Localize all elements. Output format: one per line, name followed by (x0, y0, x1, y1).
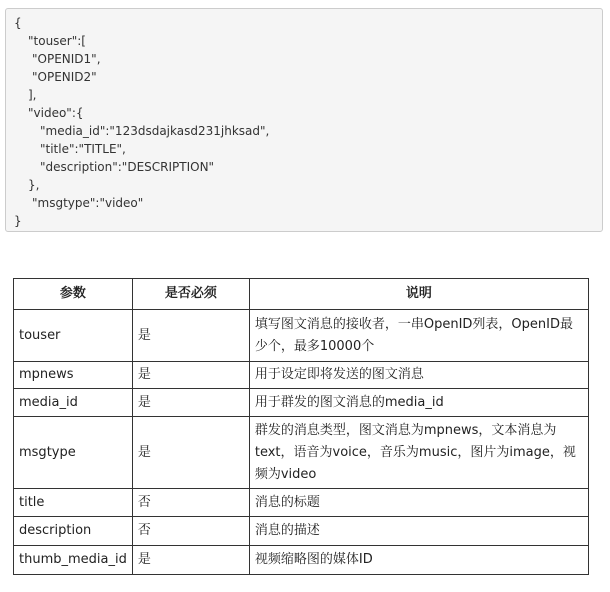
description-cell: 群发的消息类型，图文消息为mpnews，文本消息为text，语音为voice，音乐为music，图片为image，视频为video (249, 417, 588, 489)
description-cell: 消息的标题 (249, 489, 588, 517)
code-line: } (14, 214, 22, 228)
required-cell: 是 (132, 310, 249, 362)
param-cell: thumb_media_id (14, 546, 133, 575)
table-row (14, 362, 589, 389)
description-cell: 填写图文消息的接收者，一串OpenID列表，OpenID最少个，最多10000个 (249, 310, 588, 362)
header-param: 参数 (14, 279, 133, 310)
header-description: 说明 (249, 279, 588, 310)
code-line: "title":"TITLE", (40, 142, 126, 156)
table-row (14, 417, 589, 489)
param-cell: description (14, 517, 133, 546)
description-cell: 视频缩略图的媒体ID (249, 546, 588, 575)
description-cell: 用于设定即将发送的图文消息 (249, 362, 588, 389)
table-header-row (14, 279, 589, 310)
param-cell: touser (14, 310, 133, 362)
code-line: "OPENID2" (32, 70, 97, 84)
required-cell: 是 (132, 389, 249, 417)
code-line: "video":{ (28, 106, 84, 120)
code-block (5, 8, 603, 232)
header-required: 是否必须 (132, 279, 249, 310)
param-cell: mpnews (14, 362, 133, 389)
table-row (14, 310, 589, 362)
param-cell: title (14, 489, 133, 517)
param-cell: media_id (14, 389, 133, 417)
code-line: }, (28, 178, 40, 192)
code-line: "media_id":"123dsdajkasd231jhksad", (40, 124, 270, 138)
code-line: "touser":[ (28, 34, 86, 48)
code-line: "description":"DESCRIPTION" (40, 160, 215, 174)
required-cell: 是 (132, 362, 249, 389)
required-cell: 否 (132, 517, 249, 546)
params-table (13, 278, 589, 575)
description-cell: 消息的描述 (249, 517, 588, 546)
code-line: "msgtype":"video" (32, 196, 144, 210)
required-cell: 否 (132, 489, 249, 517)
description-cell: 用于群发的图文消息的media_id (249, 389, 588, 417)
table-row (14, 546, 589, 575)
param-cell: msgtype (14, 417, 133, 489)
required-cell: 是 (132, 417, 249, 489)
table-row (14, 389, 589, 417)
required-cell: 是 (132, 546, 249, 575)
code-line: "OPENID1", (32, 52, 101, 66)
table-row (14, 517, 589, 546)
table-row (14, 489, 589, 517)
code-line: ], (28, 88, 37, 102)
code-line: { (14, 16, 22, 30)
